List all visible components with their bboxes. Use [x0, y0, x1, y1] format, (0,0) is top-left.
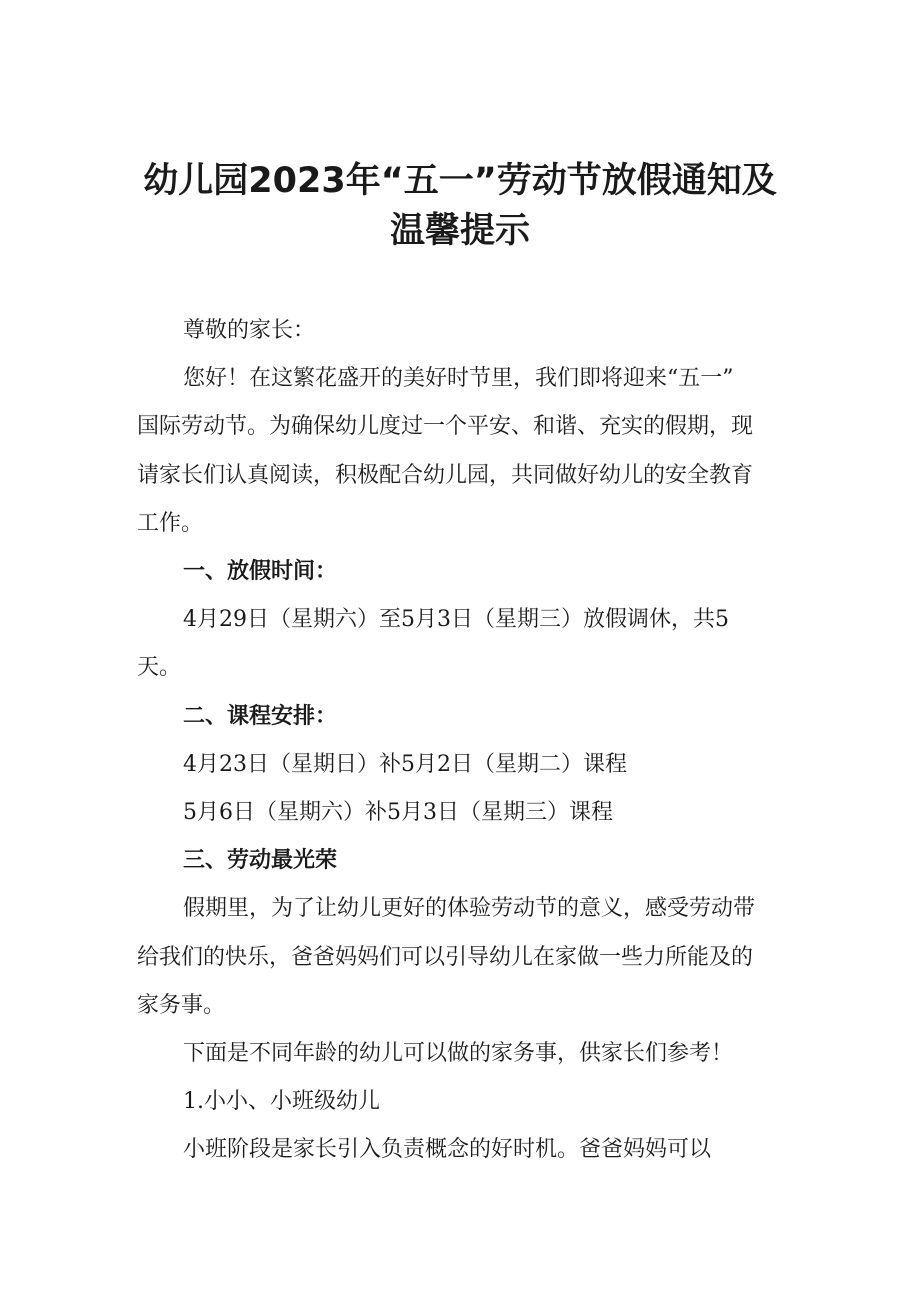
age-group-item-text: 小班阶段是家长引入负责概念的好时机。爸爸妈妈可以 [183, 1137, 712, 1163]
intro-line: 工作。 [137, 510, 204, 536]
labor-paragraph-line: 家务事。 [137, 992, 226, 1018]
holiday-time-line: 天。 [137, 655, 182, 681]
document-body [137, 307, 797, 1175]
course-schedule-line: 4月23日（星期日）补5月2日（星期二）课程 [183, 751, 627, 777]
document-title-line-2: 温馨提示 [389, 211, 530, 251]
age-group-item: 1.小小、小班级幼儿 [183, 1089, 380, 1115]
salutation: 尊敬的家长： [183, 318, 316, 343]
course-schedule-line: 5月6日（星期六）补5月3日（星期三）课程 [183, 800, 613, 826]
section-heading-course-schedule: 二、课程安排： [183, 703, 338, 729]
section-heading-holiday-time: 一、放假时间： [183, 559, 338, 585]
labor-paragraph-line: 给我们的快乐，爸爸妈妈们可以引导幼儿在家做一些力所能及的 [137, 944, 754, 970]
intro-line: 国际劳动节。为确保幼儿度过一个平安、和谐、充实的假期，现 [137, 414, 754, 440]
labor-paragraph-line: 假期里，为了让幼儿更好的体验劳动节的意义，感受劳动带 [183, 896, 756, 922]
intro-line: 您好！在这繁花盛开的美好时节里，我们即将迎来“五一” [183, 366, 734, 392]
holiday-time-line: 4月29日（星期六）至5月3日（星期三）放假调休，共5 [183, 607, 729, 633]
intro-line: 请家长们认真阅读，积极配合幼儿园，共同做好幼儿的安全教育 [137, 462, 754, 488]
labor-reference-paragraph: 下面是不同年龄的幼儿可以做的家务事，供家长们参考！ [183, 1041, 734, 1067]
document-title-line-1: 幼儿园2023年“五一”劳动节放假通知及 [143, 161, 777, 201]
section-heading-labor: 三、劳动最光荣 [183, 848, 338, 874]
